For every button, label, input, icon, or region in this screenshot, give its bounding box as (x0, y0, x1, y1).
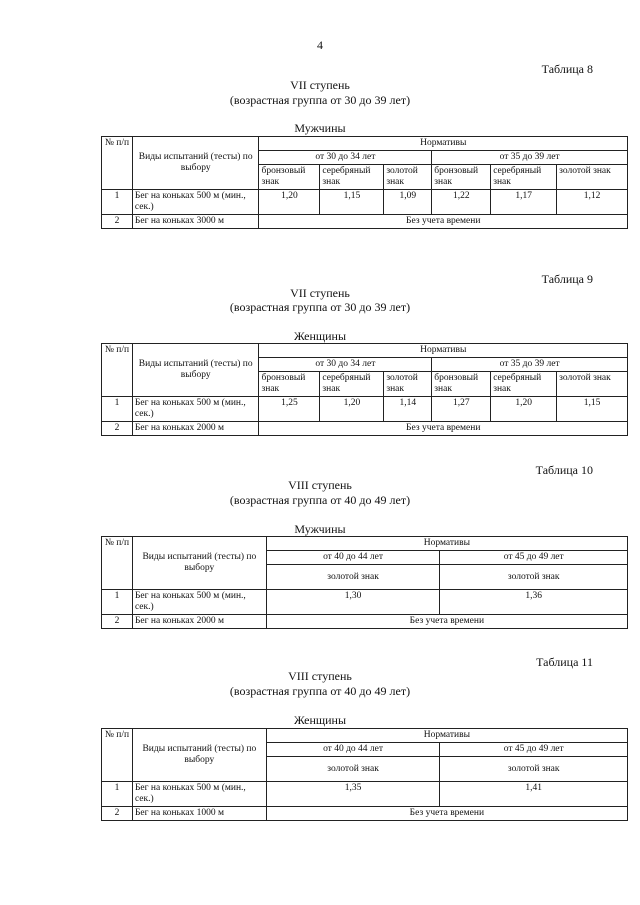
table-11-stage: VIII ступень (288, 669, 352, 683)
badge-header: золотой знак (440, 565, 628, 590)
table-9-age-group: (возрастная группа от 30 до 39 лет) (229, 300, 411, 314)
tests-header: Виды испытаний (тесты) по выбору (132, 137, 259, 190)
table-8-gender: Мужчины (294, 121, 346, 135)
table-row (102, 397, 628, 422)
table-9-label: Таблица 9 (541, 272, 593, 286)
table-row (102, 190, 628, 215)
table-9-stage: VII ступень (290, 286, 350, 300)
norm-value: 1,15 (320, 190, 384, 215)
norm-value: 1,15 (557, 397, 628, 422)
badge-header: бронзовый знак (259, 165, 320, 190)
badge-header: золотой знак (557, 165, 628, 190)
norm-value: 1,20 (259, 190, 320, 215)
badge-header: золотой знак (440, 757, 628, 782)
age-range-header: от 30 до 34 лет (259, 358, 432, 372)
test-name: Бег на коньках 500 м (мин., сек.) (132, 782, 266, 807)
norm-value: 1,30 (266, 590, 440, 615)
norms-header: Нормативы (266, 537, 627, 551)
table-10 (101, 536, 628, 629)
badge-header: бронзовый знак (432, 165, 491, 190)
norm-value: 1,35 (266, 782, 440, 807)
badge-header: бронзовый знак (432, 372, 491, 397)
table-row (102, 422, 628, 436)
badge-header: бронзовый знак (259, 372, 320, 397)
table-11-label: Таблица 11 (536, 655, 593, 669)
test-name: Бег на коньках 2000 м (132, 615, 266, 629)
test-name: Бег на коньках 500 м (мин., сек.) (132, 590, 266, 615)
table-row (102, 807, 628, 821)
age-range-header: от 30 до 34 лет (259, 151, 432, 165)
age-range-header: от 35 до 39 лет (432, 358, 628, 372)
norms-header: Нормативы (266, 729, 627, 743)
badge-header: серебряный знак (491, 165, 557, 190)
row-number: 1 (102, 397, 133, 422)
table-8-age-group: (возрастная группа от 30 до 39 лет) (229, 93, 411, 107)
table-row (102, 590, 628, 615)
table-row (102, 615, 628, 629)
table-row (102, 215, 628, 229)
row-number: 2 (102, 807, 133, 821)
num-header: № п/п (102, 537, 133, 590)
num-header: № п/п (102, 137, 133, 190)
norm-value: 1,25 (259, 397, 320, 422)
time-note: Без учета времени (259, 422, 628, 436)
table-11 (101, 728, 628, 821)
num-header: № п/п (102, 344, 133, 397)
table-9 (101, 343, 628, 436)
row-number: 1 (102, 190, 133, 215)
page-number: 4 (317, 38, 323, 52)
table-10-gender: Мужчины (294, 522, 346, 536)
row-number: 1 (102, 590, 133, 615)
table-11-gender: Женщины (293, 713, 347, 727)
age-range-header: от 45 до 49 лет (440, 743, 628, 757)
tests-header: Виды испытаний (тесты) по выбору (132, 344, 259, 397)
norm-value: 1,14 (384, 397, 432, 422)
table-row (102, 782, 628, 807)
test-name: Бег на коньках 500 м (мин., сек.) (132, 397, 259, 422)
table-10-label: Таблица 10 (535, 463, 593, 477)
norms-header: Нормативы (259, 344, 628, 358)
test-name: Бег на коньках 500 м (мин., сек.) (132, 190, 259, 215)
table-10-age-group: (возрастная группа от 40 до 49 лет) (229, 493, 411, 507)
norm-value: 1,27 (432, 397, 491, 422)
num-header: № п/п (102, 729, 133, 782)
table-10-stage: VIII ступень (288, 478, 352, 492)
table-8-label: Таблица 8 (541, 62, 593, 76)
norm-value: 1,41 (440, 782, 628, 807)
badge-header: золотой знак (384, 165, 432, 190)
norm-value: 1,20 (320, 397, 384, 422)
time-note: Без учета времени (266, 807, 627, 821)
test-name: Бег на коньках 2000 м (132, 422, 259, 436)
row-number: 2 (102, 422, 133, 436)
norms-header: Нормативы (259, 137, 628, 151)
badge-header: серебряный знак (491, 372, 557, 397)
badge-header: золотой знак (266, 565, 440, 590)
badge-header: золотой знак (266, 757, 440, 782)
time-note: Без учета времени (266, 615, 627, 629)
norm-value: 1,36 (440, 590, 628, 615)
table-8 (101, 136, 628, 229)
age-range-header: от 35 до 39 лет (432, 151, 628, 165)
norm-value: 1,09 (384, 190, 432, 215)
badge-header: золотой знак (557, 372, 628, 397)
age-range-header: от 45 до 49 лет (440, 551, 628, 565)
table-9-gender: Женщины (293, 329, 347, 343)
norm-value: 1,22 (432, 190, 491, 215)
norm-value: 1,20 (491, 397, 557, 422)
badge-header: золотой знак (384, 372, 432, 397)
age-range-header: от 40 до 44 лет (266, 743, 440, 757)
row-number: 2 (102, 615, 133, 629)
tests-header: Виды испытаний (тесты) по выбору (132, 729, 266, 782)
badge-header: серебряный знак (320, 372, 384, 397)
time-note: Без учета времени (259, 215, 628, 229)
norm-value: 1,17 (491, 190, 557, 215)
table-11-age-group: (возрастная группа от 40 до 49 лет) (229, 684, 411, 698)
badge-header: серебряный знак (320, 165, 384, 190)
row-number: 2 (102, 215, 133, 229)
test-name: Бег на коньках 1000 м (132, 807, 266, 821)
norm-value: 1,12 (557, 190, 628, 215)
tests-header: Виды испытаний (тесты) по выбору (132, 537, 266, 590)
test-name: Бег на коньках 3000 м (132, 215, 259, 229)
age-range-header: от 40 до 44 лет (266, 551, 440, 565)
row-number: 1 (102, 782, 133, 807)
table-8-stage: VII ступень (290, 78, 350, 92)
